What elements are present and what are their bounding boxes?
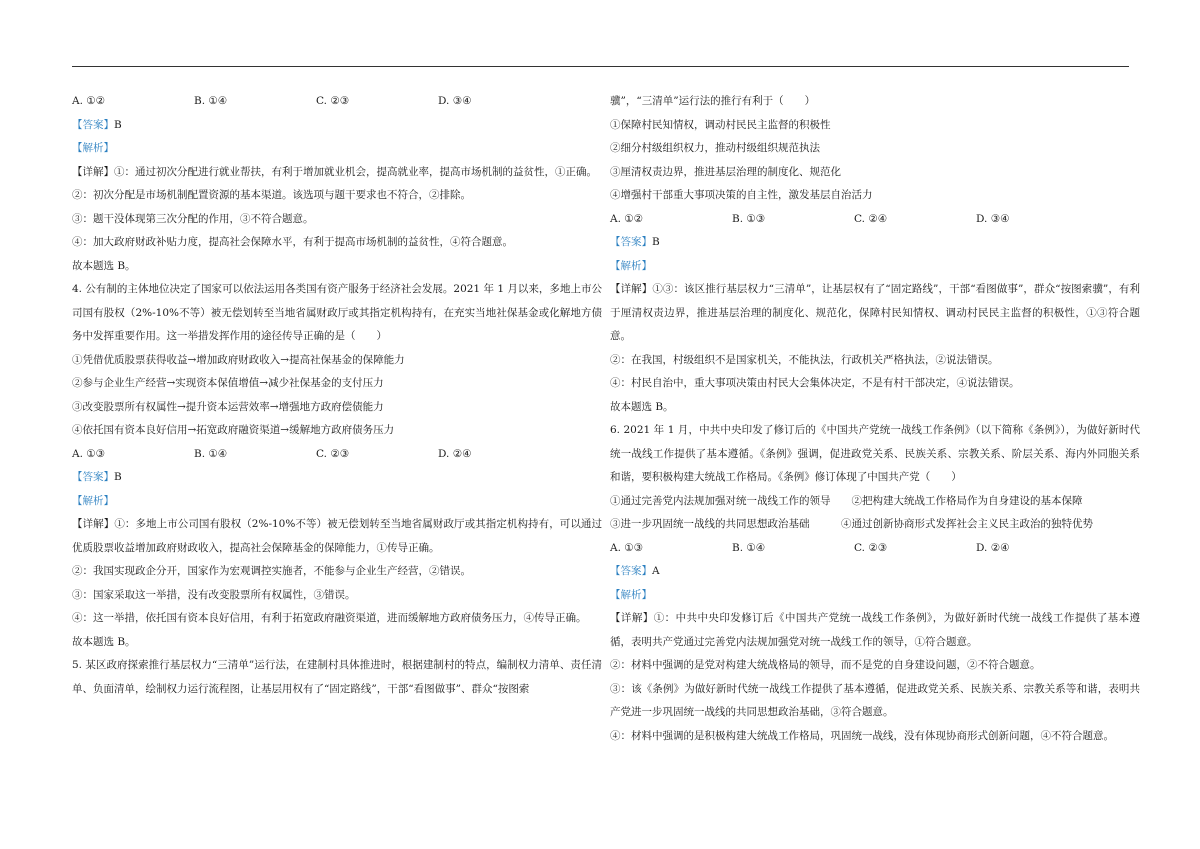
- q4-stem: 4. 公有制的主体地位决定了国家可以依法运用各类国有资产服务于经济社会发展。2021 年 1 月以来，多地上市公司国有股权（2%-10%不等）被无偿划转至当地省属财政厅或其指定机构持有，在充实当地社保基金或化解地方债务中发挥重要作用。这一举措发挥作用的途径传导正确的是（ ）: [72, 283, 602, 342]
- q4-option-d: D. ②④: [438, 447, 472, 460]
- q4-answer: [72, 466, 602, 490]
- answer-tag: 【答案】: [610, 565, 652, 577]
- q5-item-2: ②细分村级组织权力，推动村级组织规范执法: [610, 142, 820, 154]
- q6-stem: 6. 2021 年 1 月，中共中央印发了修订后的《中国共产党统一战线工作条例》（以下简称《条例》），为做好新时代统一战线工作提供了基本遵循。《条例》强调，促进政党关系、民族关系、宗教关系、阶层关系、海内外同胞关系和谐，要积极构建大统战工作格局。《条例》修订体现了中国共产党（ ）: [610, 424, 1140, 483]
- q5-item-3: ③厘清权责边界，推进基层治理的制度化、规范化: [610, 165, 841, 178]
- q4-option-c: C. ②③: [316, 447, 350, 460]
- detail-tag: 【详解】: [72, 518, 115, 530]
- q3-conclusion: 故本题选 B。: [72, 259, 136, 272]
- detail-tag: 【详解】: [72, 165, 114, 178]
- q5-detail-3: ④：村民自治中，重大事项决策由村民大会集体决定，不是有村干部决定，④说法错误。: [610, 377, 1020, 389]
- q5-option-d: D. ③④: [976, 212, 1010, 225]
- q4-analysis-tag: 【解析】: [72, 494, 114, 507]
- q3-detail-3: ③：题干没体现第三次分配的作用，③不符合题意。: [72, 212, 314, 225]
- q5-answer: [610, 231, 1140, 255]
- q3-answer: [72, 114, 602, 138]
- q6-detail-2: ②：材料中强调的是党对构建大统战格局的领导，而不是党的自身建设问题，②不符合题意。: [610, 659, 1041, 671]
- q5-option-c: C. ②④: [854, 212, 888, 225]
- detail-tag: 【详解】: [610, 612, 654, 624]
- answer-tag: 【答案】: [610, 236, 652, 248]
- q3-detail-2: ②：初次分配是市场机制配置资源的基本渠道。该选项与题干要求也不符合，②排除。: [72, 189, 471, 201]
- q4-detail-4: ④：这一举措，依托国有资本良好信用，有利于拓宽政府融资渠道，进而缓解地方政府债务压力，④传导正确。: [72, 612, 587, 624]
- q3-options: [72, 90, 602, 114]
- q6-items-1-2: ①通过完善党内法规加强对统一战线工作的领导 ②把构建大统战工作格局作为自身建设的基本保障: [610, 494, 1083, 507]
- q6-option-c: C. ②③: [854, 541, 888, 554]
- q4-conclusion: 故本题选 B。: [72, 635, 136, 648]
- answer-tag: 【答案】: [72, 118, 114, 131]
- q5-options: [610, 208, 1140, 232]
- left-column: [72, 90, 602, 701]
- q5-item-4: ④增强村干部重大事项决策的自主性，激发基层自治活力: [610, 189, 873, 201]
- q6-analysis-tag: 【解析】: [610, 588, 652, 601]
- q5-item-1: ①保障村民知情权，调动村民民主监督的积极性: [610, 118, 831, 131]
- q5-option-b: B. ①③: [732, 212, 766, 225]
- q5-analysis-tag: 【解析】: [610, 259, 652, 272]
- answer-value: A: [652, 565, 660, 577]
- q5-option-a: A. ①②: [610, 212, 644, 225]
- q4-option-a: A. ①③: [72, 447, 106, 460]
- q6-options: [610, 537, 1140, 561]
- q5-detail-2: ②：在我国，村级组织不是国家机关，不能执法，行政机关严格执法，②说法错误。: [610, 353, 999, 366]
- q4-detail-2: ②：我国实现政企分开，国家作为宏观调控实施者，不能参与企业生产经营，②错误。: [72, 565, 471, 577]
- q5-detail-1: 【详解】①③：该区推行基层权力“三清单”，让基层权有了“固定路线”，干部“看图做事”，群众“按图索骥”，有利于厘清权责边界，推进基层治理的制度化、规范化，保障村民知情权、调动村民民主监督的积极性，①③符合题意。: [610, 283, 1140, 342]
- q6-detail-1: 【详解】①：中共中央印发修订后《中国共产党统一战线工作条例》，为做好新时代统一战线工作提供了基本遵循，表明共产党通过完善党内法规加强党对统一战线工作的领导，①符合题意。: [610, 612, 1141, 648]
- q3-detail-1: 【详解】①：通过初次分配进行就业帮扶，有利于增加就业机会，提高就业率，提高市场机制的益贫性，①正确。: [72, 165, 597, 178]
- q3-option-b: B. ①④: [194, 95, 228, 107]
- q3-option-d: D. ③④: [438, 95, 472, 107]
- q6-detail-4: ④：材料中强调的是积极构建大统战工作格局，巩固统一战线，没有体现协商形式创新问题，④不符合题意。: [610, 729, 1114, 742]
- header-rule: [72, 66, 1129, 67]
- q3-option-c: C. ②③: [316, 95, 350, 107]
- q4-item-3: ③改变股票所有权属性→提升资本运营效率→增强地方政府偿债能力: [72, 400, 384, 413]
- q5-stem: 5. 某区政府探索推行基层权力“三清单”运行法，在建制村具体推进时，根据建制村的特点，编制权力清单、责任清单、负面清单，绘制权力运行流程图，让基层用权有了“固定路线”，干部“看图做事”、群众“按图索: [72, 659, 602, 695]
- q6-option-b: B. ①④: [732, 541, 766, 554]
- q4-option-b: B. ①④: [194, 447, 228, 460]
- q4-detail-1: 【详解】①：多地上市公司国有股权（2%-10%不等）被无偿划转至当地省属财政厅或其指定机构持有，可以通过优质股票收益增加政府财政收入，提高社会保障基金的保障能力，①传导正确。: [72, 518, 603, 554]
- q5-conclusion: 故本题选 B。: [610, 400, 674, 413]
- q3-detail-4: ④：加大政府财政补贴力度，提高社会保障水平，有利于提高市场机制的益贫性，④符合题意。: [72, 236, 513, 248]
- q6-items-3-4: ③进一步巩固统一战线的共同思想政治基础 ④通过创新协商形式发挥社会主义民主政治的独特优势: [610, 518, 1093, 530]
- q6-option-a: A. ①③: [610, 541, 644, 554]
- q5-stem-continued: 骥”，“三清单”运行法的推行有利于（ ）: [610, 95, 816, 107]
- detail-tag: 【详解】: [610, 283, 653, 295]
- q3-analysis-tag: 【解析】: [72, 142, 114, 154]
- answer-value: B: [652, 236, 660, 248]
- q4-detail-3: ③：国家采取这一举措，没有改变股票所有权属性，③错误。: [72, 588, 356, 601]
- q4-item-2: ②参与企业生产经营→实现资本保值增值→减少社保基金的支付压力: [72, 377, 384, 389]
- q6-option-d: D. ②④: [976, 541, 1010, 554]
- q4-options: [72, 443, 602, 467]
- q6-answer: [610, 560, 1140, 584]
- q6-detail-3: ③：该《条例》为做好新时代统一战线工作提供了基本遵循，促进政党关系、民族关系、宗教关系等和谐，表明共产党进一步巩固统一战线的共同思想政治基础，③符合题意。: [610, 682, 1140, 718]
- q4-item-4: ④依托国有资本良好信用→拓宽政府融资渠道→缓解地方政府债务压力: [72, 424, 395, 436]
- q3-option-a: A. ①②: [72, 95, 106, 107]
- right-column: [610, 90, 1140, 748]
- answer-value: B: [114, 118, 122, 131]
- answer-tag: 【答案】: [72, 471, 114, 483]
- q4-item-1: ①凭借优质股票获得收益→增加政府财政收入→提高社保基金的保障能力: [72, 353, 405, 366]
- answer-value: B: [114, 471, 122, 483]
